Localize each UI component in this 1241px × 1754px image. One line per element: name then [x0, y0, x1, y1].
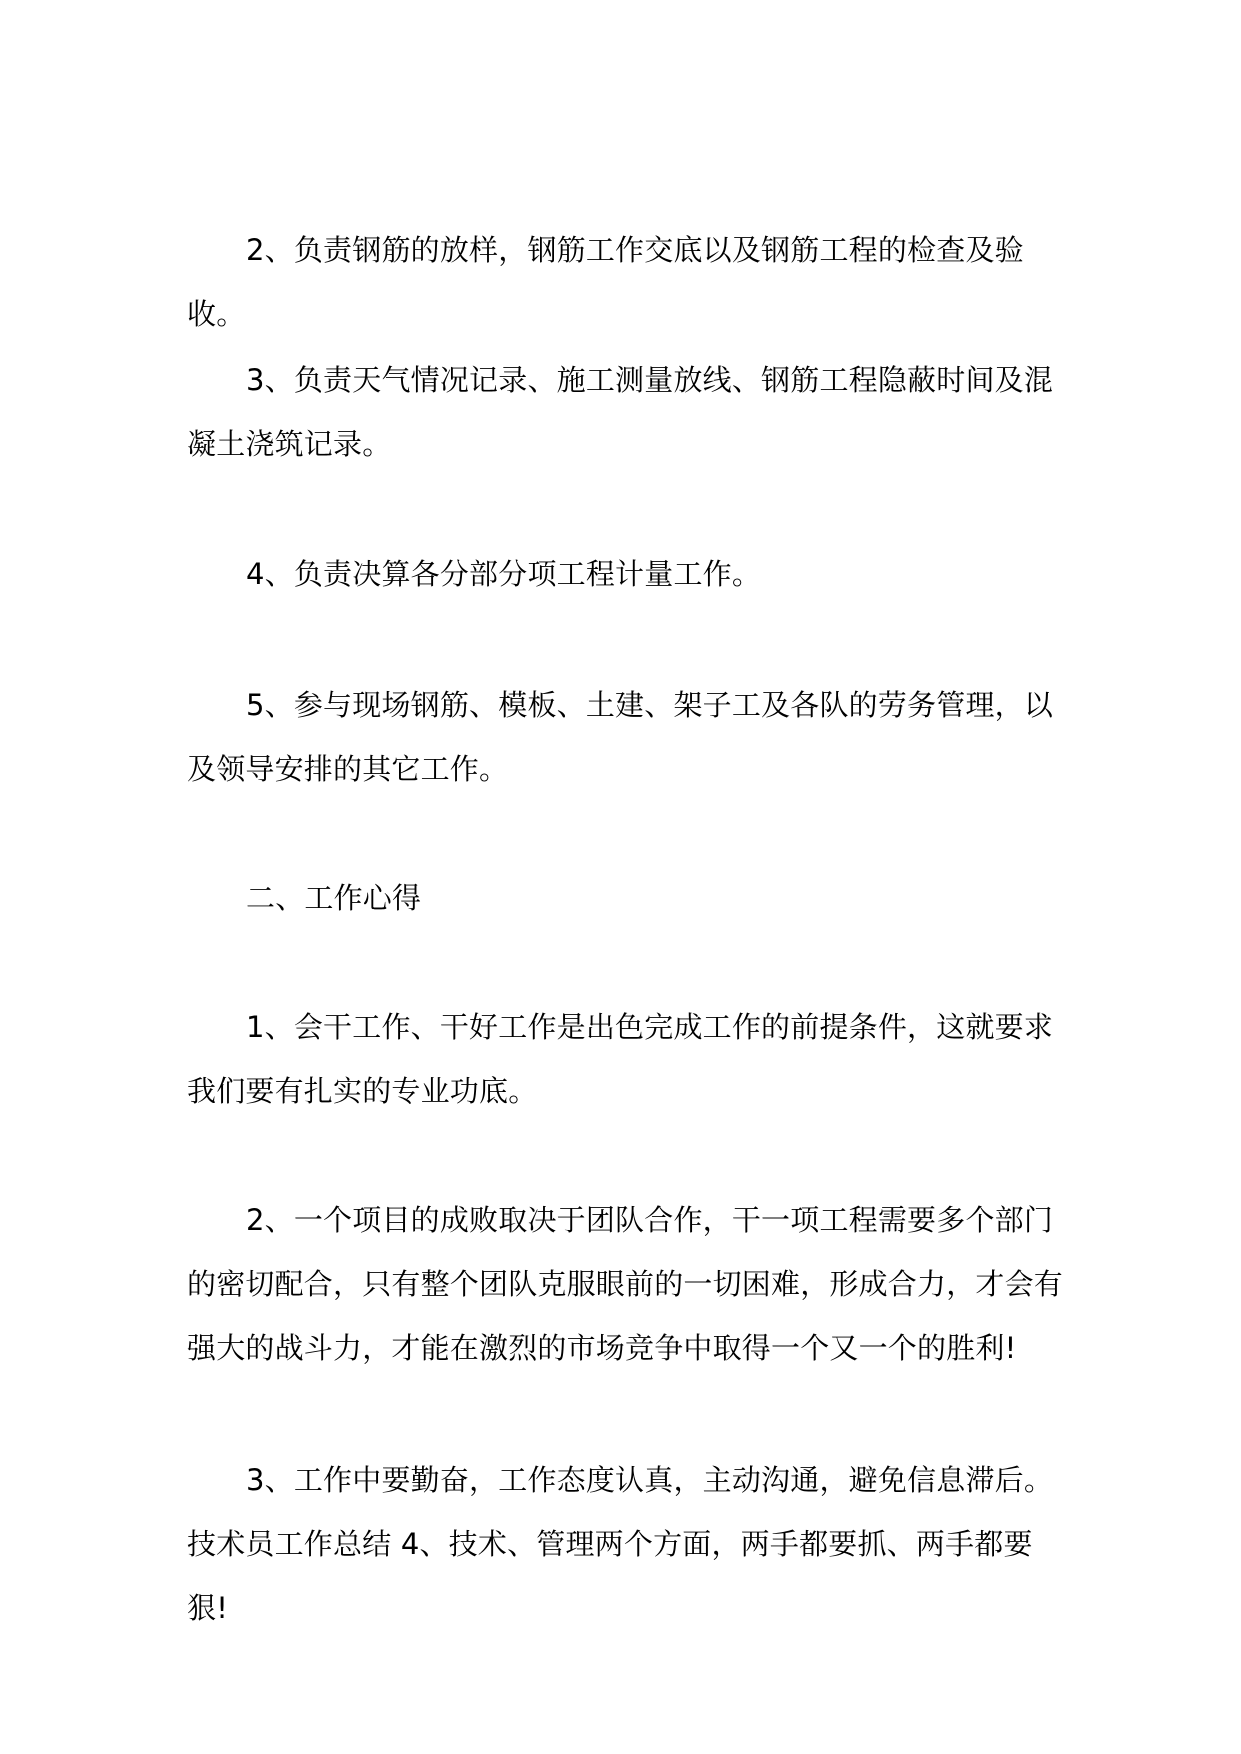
paragraph-item-3-weather-records: 3、负责天气情况记录、施工测量放线、钢筋工程隐蔽时间及混凝土浇筑记录。: [187, 363, 1054, 461]
paragraph-experience-1: 1、会干工作、干好工作是出色完成工作的前提条件，这就要求我们要有扎实的专业功底。: [187, 1010, 1054, 1108]
paragraph-item-5-labor-management: 5、参与现场钢筋、模板、土建、架子工及各队的劳务管理，以及领导安排的其它工作。: [187, 688, 1054, 786]
paragraph-experience-2: 2、一个项目的成败取决于团队合作，干一项工程需要多个部门的密切配合，只有整个团队克服眼前的一切困难，形成合力，才会有强大的战斗力，才能在激烈的市场竞争中取得一个又一个的胜利!: [187, 1203, 1064, 1365]
paragraph-item-2-rebar-layout: 2、负责钢筋的放样，钢筋工作交底以及钢筋工程的检查及验收。: [187, 233, 1024, 331]
section-heading-work-experience: 二、工作心得: [246, 881, 422, 915]
paragraph-item-4-quantity-calculation: 4、负责决算各分部分项工程计量工作。: [246, 557, 762, 591]
paragraph-experience-3: 3、工作中要勤奋，工作态度认真，主动沟通，避免信息滞后。技术员工作总结 4、技术、管理两个方面，两手都要抓、两手都要狠!: [187, 1463, 1054, 1625]
